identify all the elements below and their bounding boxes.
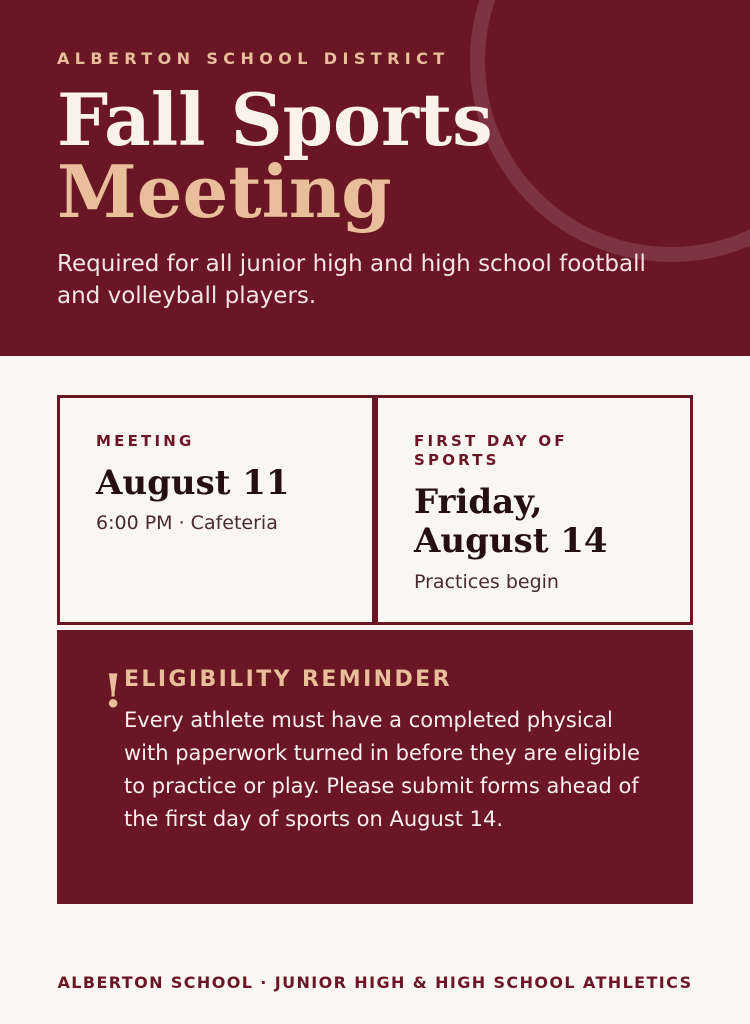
- meeting-label: MEETING: [96, 432, 195, 450]
- date-cards: [57, 395, 693, 625]
- subtitle: Required for all junior high and high school football and volleyball players.: [57, 251, 646, 309]
- decorative-ring: [470, 0, 750, 262]
- header-banner: [0, 0, 750, 356]
- first-day-details: Practices begin: [414, 571, 559, 593]
- first-day-card: [375, 395, 693, 625]
- title-line-1: Fall Sports: [57, 77, 493, 162]
- eligibility-notice: [57, 630, 693, 904]
- notice-body: Every athlete must have a completed physical with paperwork turned in before they are eligible to practice or play. Please submit forms ahead of the first day of sports on August 14.: [124, 708, 640, 831]
- exclamation-icon: !: [103, 664, 124, 718]
- meeting-details: 6:00 PM · Cafeteria: [96, 512, 278, 534]
- district-name: ALBERTON SCHOOL DISTRICT: [57, 49, 450, 68]
- notice-title: ELIGIBILITY REMINDER: [124, 667, 452, 692]
- title-line-2: Meeting: [57, 149, 392, 234]
- meeting-card: [57, 395, 375, 625]
- footer-text: ALBERTON SCHOOL · JUNIOR HIGH & HIGH SCHOOL ATHLETICS: [57, 973, 693, 992]
- first-day-date: Friday, August 14: [414, 482, 608, 561]
- first-day-label: FIRST DAY OF SPORTS: [414, 432, 568, 469]
- meeting-date: August 11: [96, 463, 290, 503]
